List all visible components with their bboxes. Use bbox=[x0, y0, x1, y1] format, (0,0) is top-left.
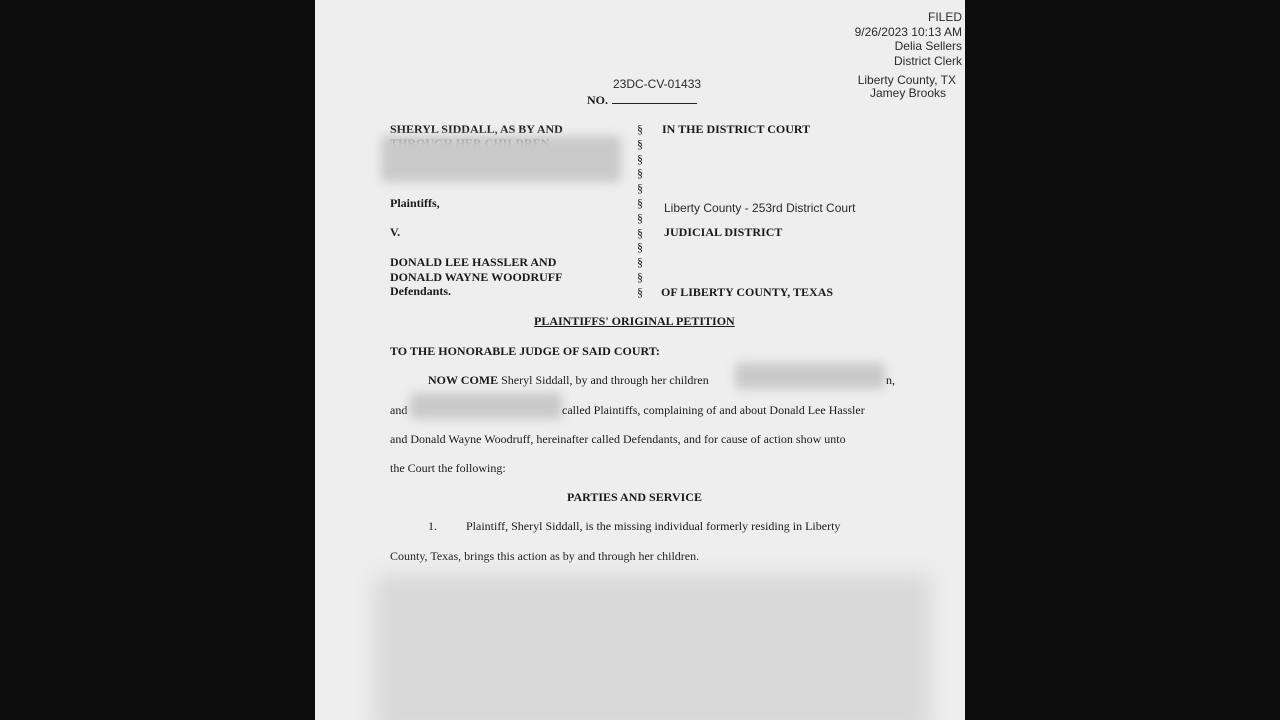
stamp-clerk-title: District Clerk bbox=[894, 53, 962, 68]
section-mark: § bbox=[637, 166, 643, 181]
plaintiffs-label: Plaintiffs, bbox=[390, 196, 440, 210]
defendants-label: Defendants. bbox=[390, 284, 452, 298]
p1-text-a-end: n, bbox=[886, 373, 895, 387]
court-line-1: IN THE DISTRICT COURT bbox=[662, 122, 811, 136]
p1-line-1 bbox=[428, 373, 709, 388]
case-number-line bbox=[612, 93, 697, 104]
redacted-names bbox=[381, 136, 621, 182]
stamp-county: Liberty County, TX bbox=[857, 73, 956, 87]
salutation: TO THE HONORABLE JUDGE OF SAID COURT: bbox=[390, 344, 660, 358]
defendant-line-2: DONALD WAYNE WOODRUFF bbox=[390, 269, 563, 284]
defendant-line-1: DONALD LEE HASSLER AND bbox=[390, 255, 557, 269]
section-mark: § bbox=[637, 195, 643, 210]
section-mark: § bbox=[637, 122, 643, 136]
versus-label: V. bbox=[390, 225, 401, 239]
redacted-lower-section bbox=[375, 575, 930, 720]
petition-title: PLAINTIFFS' ORIGINAL PETITION bbox=[534, 314, 735, 328]
case-no-label bbox=[587, 93, 697, 108]
p1-text-b: called Plaintiffs, complaining of and about Donald Lee Hassler bbox=[562, 403, 865, 417]
section-mark: § bbox=[637, 255, 643, 270]
section-mark: § bbox=[637, 181, 643, 196]
p1-text-a: Sheryl Siddall, by and through her children bbox=[501, 373, 709, 387]
court-line-3: OF LIBERTY COUNTY, TEXAS bbox=[661, 285, 834, 299]
item-1-text-a: Plaintiff, Sheryl Siddall, is the missing individual formerly residing in Liberty bbox=[466, 519, 841, 533]
p1-text-c: and Donald Wayne Woodruff, hereinafter called Defendants, and for cause of action show unto bbox=[390, 432, 846, 446]
plaintiff-line-1: SHERYL SIDDALL, AS BY AND bbox=[390, 122, 563, 136]
section-marks bbox=[637, 122, 643, 300]
p1-text-b-start: and bbox=[390, 403, 408, 417]
no-label: NO. bbox=[587, 93, 608, 107]
section-mark: § bbox=[637, 151, 643, 166]
section-mark: § bbox=[637, 240, 643, 255]
stamp-clerk-name: Delia Sellers bbox=[894, 39, 962, 53]
section-mark: § bbox=[637, 269, 643, 284]
defendant-caption bbox=[390, 255, 562, 299]
section-mark: § bbox=[637, 210, 643, 225]
section-mark: § bbox=[637, 225, 643, 240]
court-typed: Liberty County - 253rd District Court bbox=[664, 201, 856, 215]
section-heading: PARTIES AND SERVICE bbox=[567, 490, 702, 504]
redacted-names-2 bbox=[735, 363, 885, 389]
stamp-deputy: Jamey Brooks bbox=[869, 86, 946, 100]
filing-stamp bbox=[855, 10, 962, 68]
redacted-names-3 bbox=[410, 393, 562, 419]
section-mark: § bbox=[637, 284, 643, 299]
stamp-datetime: 9/26/2023 10:13 AM bbox=[854, 24, 962, 39]
case-number: 23DC-CV-01433 bbox=[613, 77, 702, 91]
county-stamp bbox=[858, 74, 956, 100]
stamp-filed: FILED bbox=[927, 10, 962, 24]
court-line-2: JUDICIAL DISTRICT bbox=[664, 225, 783, 239]
p1-text-d: the Court the following: bbox=[390, 461, 506, 475]
item-1-number: 1. bbox=[428, 519, 437, 533]
document-page bbox=[315, 0, 965, 720]
item-1-text-b: County, Texas, brings this action as by and through her children. bbox=[390, 549, 700, 563]
p1-lead: NOW COME bbox=[428, 373, 499, 387]
section-mark: § bbox=[637, 136, 643, 151]
